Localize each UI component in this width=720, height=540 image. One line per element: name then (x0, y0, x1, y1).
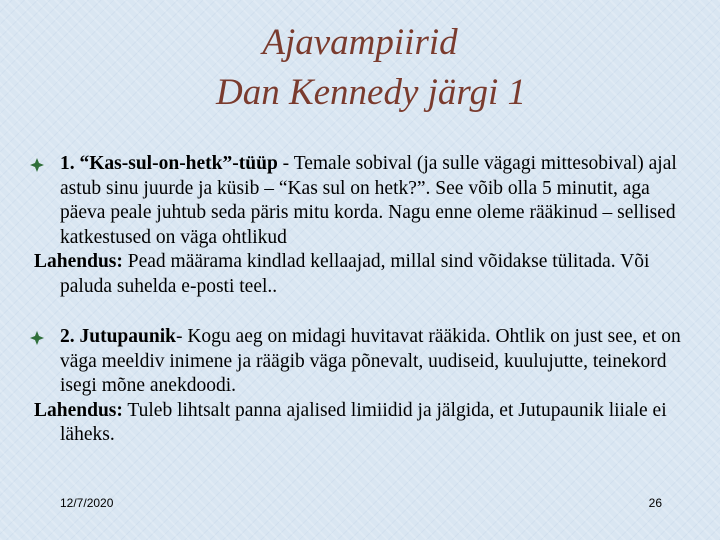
item-2-text: - Kogu aeg on midagi huvitavat rääkida. Ohtlik on just see, et on väga meeldiv inimene ja räägib väga põnevalt, uudiseid, kuulujutte, teinekord isegi mõne anekdoodi. (60, 326, 681, 396)
slide-body (34, 152, 694, 448)
item-1-solution (34, 250, 694, 299)
item-2-solution-label: Lahendus: (34, 399, 123, 421)
item-1-heading: 1. “Kas-sul-on-hetk”-tüüp (60, 153, 278, 174)
footer-date: 12/7/2020 (60, 496, 114, 510)
item-2-paragraph (34, 325, 694, 399)
diamond-bullet-icon (30, 331, 44, 345)
slide-title-line-1: Ajavampiirid (262, 22, 458, 63)
list-item (34, 152, 694, 299)
diamond-bullet-icon (30, 158, 44, 172)
item-2-heading: 2. Jutupaunik (60, 326, 176, 347)
item-1-paragraph (34, 152, 694, 250)
item-2-solution-text: Tuleb lihtsalt panna ajalised limiidid ja jälgida, et Jutupaunik liiale ei läheks. (60, 399, 667, 445)
slide-title-line-2: Dan Kennedy järgi 1 (215, 72, 526, 113)
list-item (34, 325, 694, 448)
footer-page-number: 26 (648, 496, 662, 510)
item-1-solution-text: Pead määrama kindlad kellaajad, millal sind võidakse tülitada. Või paluda suhelda e-posti teel.. (60, 251, 650, 297)
slide-title (0, 18, 720, 118)
item-2-solution (34, 399, 694, 448)
item-1-solution-label: Lahendus: (34, 251, 123, 272)
item-1-text: - Temale sobival (ja sulle vägagi mittesobival) ajal astub sinu juurde ja küsib – “Kas sul on hetk?”. See võib olla 5 minutit, aga päeva peale juhtub seda päris mitu korda. Nagu enne oleme rääkinud – sellised katkestused on väga ohtlikud (60, 153, 677, 248)
